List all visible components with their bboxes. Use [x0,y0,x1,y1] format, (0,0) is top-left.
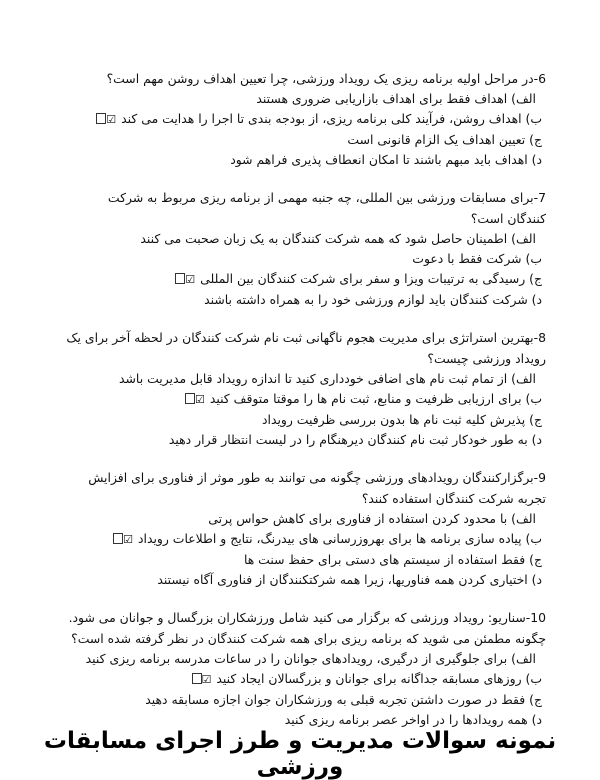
correct-answer-check-icon [111,530,134,550]
question-text: 10-سناریو: رویداد ورزشی که برگزار می کنید شامل ورزشکاران بزرگسال و جوانان می شود. چگونه مطمئن می شوید که برنامه ریزی برای همه شرکت کنندگان در نظر گرفته شده است؟ [68,610,546,646]
answer-option-label: الف) اهداف فقط برای اهداف بازاریابی ضروری هستند [256,91,536,106]
question-text: 6-در مراحل اولیه برنامه ریزی یک رویداد ورزشی، چرا تعیین اهداف روشن مهم است؟ [106,71,546,86]
question-text: 7-برای مسابقات ورزشی بین المللی، چه جنبه مهمی از برنامه ریزی مربوط به شرکت کنندگان است؟ [107,190,546,226]
correct-answer-check-icon [94,110,117,130]
checked-box-icon: ☑ [185,273,197,286]
question-text: 8-بهترین استراتژی برای مدیریت هجوم ناگهانی ثبت نام شرکت کنندگان در لحظه آخر برای یک رویداد ورزشی چیست؟ [66,330,546,366]
answer-option [66,130,546,150]
question-block [66,327,546,450]
answer-option-label: د) اهداف باید مبهم باشند تا امکان انعطاف پذیری فراهم شود [230,152,542,167]
answer-option [66,430,546,450]
answer-option [66,150,546,170]
answer-option-label: الف) برای جلوگیری از درگیری، رویدادهای جوانان را در ساعات مدرسه برنامه ریزی کنید [85,651,536,666]
correct-answer-check-icon [183,390,206,410]
answer-option-label: ج) فقط در صورت داشتن تجربه قبلی به ورزشکاران جوان اجازه مسابقه دهید [145,692,542,707]
answer-option-label: ب) برای ارزیابی ظرفیت و منابع، ثبت نام ها را موقتا متوقف کنید [209,391,542,406]
answer-option [66,410,546,430]
answer-option [66,269,546,290]
answer-option-label: د) اختیاری کردن همه فناوریها، زیرا همه شرکتکنندگان از فناوری آگاه نیستند [157,572,542,587]
answer-option-label: د) شرکت کنندگان باید لوازم ورزشی خود را به همراه داشته باشند [204,292,542,307]
answer-option [66,710,546,730]
answer-option-label: ج) تعیین اهداف یک الزام قانونی است [347,132,542,147]
question-block [66,68,546,170]
answer-option [66,690,546,710]
answer-option-label: ب) شرکت فقط با دعوت [412,251,542,266]
answer-option-label: الف) از تمام ثبت نام های اضافی خودداری کنید تا اندازه رویداد قابل مدیریت باشد [119,371,536,386]
answer-option [66,389,546,410]
answer-option [66,89,546,109]
answer-option [66,529,546,550]
answer-option [66,669,546,690]
empty-box-icon [192,673,202,684]
answer-option-label: ج) رسیدگی به ترتیبات ویزا و سفر برای شرکت کنندگان بین المللی [200,271,542,286]
empty-box-icon [113,533,123,544]
answer-option [66,249,546,269]
question-block [66,467,546,590]
correct-answer-check-icon [190,670,213,690]
answer-option [66,229,546,249]
checked-box-icon: ☑ [194,393,206,406]
checked-box-icon: ☑ [106,113,118,126]
answer-option-label: د) به طور خودکار ثبت نام کنندگان دیرهنگام را در لیست انتظار قرار دهید [168,432,542,447]
answer-option-label: الف) با محدود کردن استفاده از فناوری برای کاهش حواس پرتی [208,511,536,526]
question-block [66,607,546,730]
answer-option-label: د) همه رویدادها را در اواخر عصر برنامه ریزی کنید [284,712,542,727]
answer-option-label: ب) روزهای مسابقه جداگانه برای جوانان و بزرگسالان ایجاد کنید [216,671,542,686]
answer-option [66,649,546,669]
answer-option [66,570,546,590]
answer-option [66,550,546,570]
answer-option-label: ب) اهداف روشن، فرآیند کلی برنامه ریزی، از بودجه بندی تا اجرا را هدایت می کند [121,111,542,126]
answer-option-label: ج) فقط استفاده از سیستم های دستی برای حفظ سنت ها [243,552,542,567]
answer-option-label: ج) پذیرش کلیه ثبت نام ها بدون بررسی ظرفیت رویداد [261,412,542,427]
checked-box-icon: ☑ [123,533,134,546]
correct-answer-check-icon [173,270,196,290]
answer-option [66,290,546,310]
empty-box-icon [175,273,185,284]
page-footer-title: نمونه سوالات مدیریت و طرز اجرای مسابقات ورزشی [43,728,557,780]
answer-option [66,109,546,130]
empty-box-icon [185,393,195,404]
answer-option [66,369,546,389]
answer-option-label: ب) پیاده سازی برنامه ها برای بهروزرسانی های بیدرنگ، نتایج و اطلاعات رویداد [137,531,542,546]
question-block [66,187,546,310]
empty-box-icon [96,113,106,124]
questions-list [66,68,546,747]
answer-option-label: الف) اطمینان حاصل شود که همه شرکت کنندگان به یک زبان صحبت می کنند [140,231,536,246]
answer-option [66,509,546,529]
checked-box-icon: ☑ [201,673,213,686]
question-text: 9-برگزارکنندگان رویدادهای ورزشی چگونه می توانند به طور موثر از فناوری برای افزایش تجربه شرکت کنندگان استفاده کنند؟ [88,470,546,506]
